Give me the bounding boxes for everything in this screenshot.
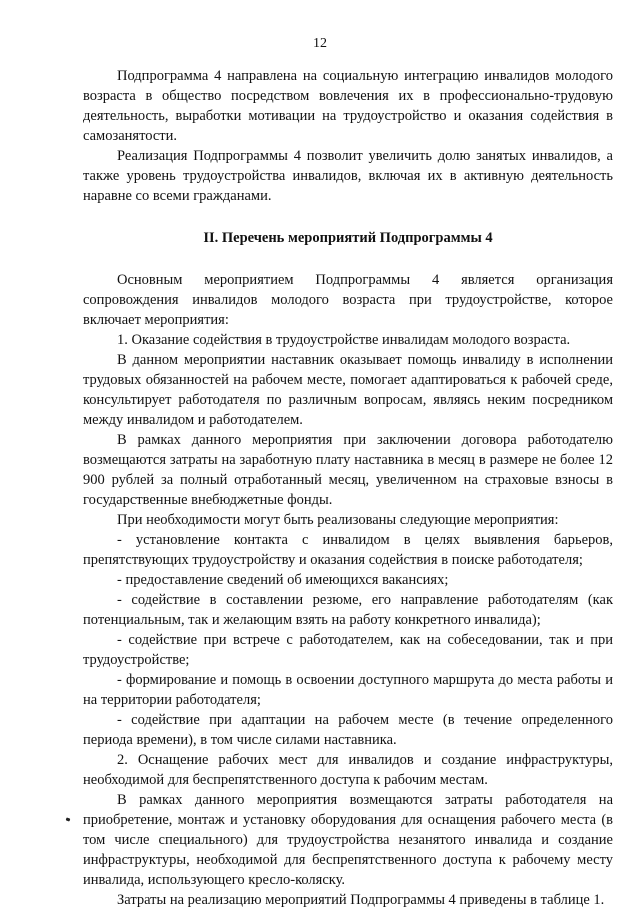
section-item-1-heading: 1. Оказание содействия в трудоустройстве инвалидам молодого возраста. bbox=[117, 332, 571, 348]
intro-paragraph-1: Подпрограмма 4 направлена на социальную интеграцию инвалидов молодого возраста в общество посредством вовлечения их в профессионально-трудовую деятельность, выработки мотивации на трудоустройство и оказания содействия в самозанятости. bbox=[83, 68, 613, 144]
document-body bbox=[83, 66, 613, 910]
section-paragraph-equipment: В рамках данного мероприятия возмещаются затраты работодателя на приобретение, монтаж и установку оборудования для оснащения рабочего места (в том числе специального) для трудоустройства незанятого инвалида и создание инфраструктуры, необходимой для беспрепятственного доступа к рабочему месту инвалида, использующего кресло-коляску. bbox=[83, 792, 613, 888]
list-item-meeting: - содействие при встрече с работодателем, как на собеседовании, так и при трудоустройстве; bbox=[83, 632, 613, 668]
list-item-resume: - содействие в составлении резюме, его направление работодателям (как потенциальным, так и желающим взять на работу конкретного инвалида); bbox=[83, 592, 613, 628]
intro-paragraph-2: Реализация Подпрограммы 4 позволит увеличить долю занятых инвалидов, а также уровень трудоустройства инвалидов, включая их в активную деятельность наравне со всеми гражданами. bbox=[83, 148, 613, 204]
list-item-route: - формирование и помощь в освоении доступного маршрута до места работы и на территории работодателя; bbox=[83, 672, 613, 708]
section-paragraph-compensation: В рамках данного мероприятия при заключении договора работодателю возмещаются затраты на заработную плату наставника в месяц в размере не более 12 900 рублей за полный отработанный месяц, увеличенном на страховые взносы в государственные внебюджетные фонды. bbox=[83, 432, 613, 508]
section-paragraph-costs: Затраты на реализацию мероприятий Подпрограммы 4 приведены в таблице 1. bbox=[117, 892, 605, 908]
list-item-vacancies: - предоставление сведений об имеющихся вакансиях; bbox=[117, 572, 449, 588]
section-heading: II. Перечень мероприятий Подпрограммы 4 bbox=[203, 230, 493, 246]
list-item-contact: - установление контакта с инвалидом в целях выявления барьеров, препятствующих трудоустройству и оказания содействия в поиске работодателя; bbox=[83, 532, 613, 568]
scan-speck bbox=[66, 817, 71, 821]
section-item-2-heading: 2. Оснащение рабочих мест для инвалидов и создание инфраструктуры, необходимой для беспрепятственного доступа к рабочим местам. bbox=[83, 752, 613, 788]
section-paragraph-mentor: В данном мероприятии наставник оказывает помощь инвалиду в исполнении трудовых обязанностей на рабочем месте, помогает адаптироваться к рабочей среде, консультирует работодателя по различным вопросам, являясь неким посредником между инвалидом и работодателем. bbox=[83, 352, 613, 428]
section-paragraph-main-activity: Основным мероприятием Подпрограммы 4 является организация сопровождения инвалидов молодого возраста при трудоустройстве, которое включает мероприятия: bbox=[83, 272, 613, 328]
list-item-adaptation: - содействие при адаптации на рабочем месте (в течение определенного периода времени), в том числе силами наставника. bbox=[83, 712, 613, 748]
page-number: 12 bbox=[313, 36, 327, 51]
section-paragraph-optional-intro: При необходимости могут быть реализованы следующие мероприятия: bbox=[117, 512, 559, 528]
